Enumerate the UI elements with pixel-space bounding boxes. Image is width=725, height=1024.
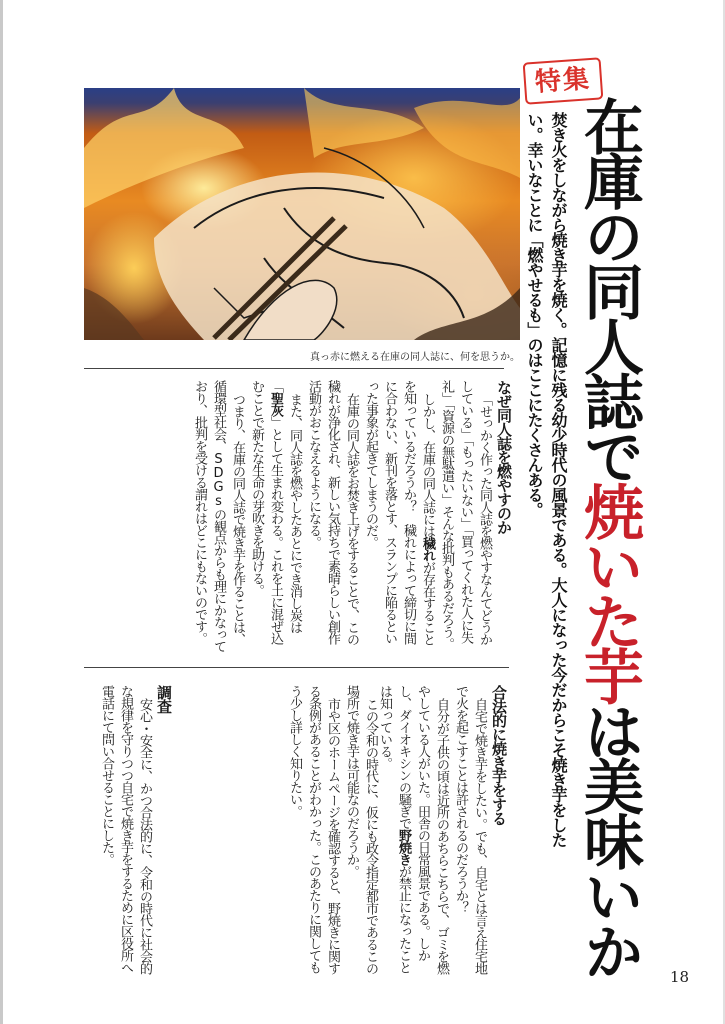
paragraph: また、同人誌を燃やしたあとにでき消し炭は「聖灰」として生まれ変わる。これを土に混ぜ込むことで新たな生命の芽吹きを助ける。 — [249, 380, 302, 644]
emphasis: 穢れ — [420, 537, 435, 561]
section-research — [53, 685, 173, 977]
page-number: 18 — [670, 968, 690, 986]
lead-line-2: 大人になった今だからこそ焼き芋をしたい。幸いなことに「燃やせるも」のはここにたくさんある。 — [525, 112, 568, 847]
emphasis: 野焼き — [396, 829, 411, 865]
emphasis: 聖灰 — [268, 392, 283, 416]
section-why-burn — [83, 380, 513, 653]
paragraph: 在庫の同人誌をお焚き上げをすることで、この穢れが浄化され、新しい気持ちで素晴らしい創作活動がおこなえるようになる。 — [306, 380, 359, 645]
lead-line-1: 焚き火をしながら焼き芋を焼く。記憶に残る幼少時代の風景である。 — [549, 112, 568, 577]
section-legal-imo-part1 — [377, 685, 508, 977]
paragraph: 自分が子供の頃は近所のあちらこちらで、ゴミを燃やしている人がいた。田舎の日常風景である。しかし、ダイオキシンの騒ぎで野焼きが禁止になったことは知っている。 — [377, 685, 449, 974]
divider-middle — [84, 667, 509, 668]
section-legal-imo-part2 — [190, 685, 380, 977]
feature-badge-label: 特集 — [534, 64, 592, 98]
paragraph: この令和の時代に、仮にも政令指定都市であるこの場所で焼き芋は可能なのだろうか。 — [344, 685, 378, 974]
photo-caption: 真っ赤に燃える在庫の同人誌に、何を思うか。 — [310, 352, 520, 363]
divider-top — [84, 368, 504, 369]
page-edge-left — [0, 0, 3, 1024]
article-lead — [518, 112, 570, 852]
section-heading-research: 調査 — [155, 685, 173, 713]
paragraph: つまり、在庫の同人誌で焼き芋を作ることは、循環型社会、SDGsの観点からも理にかなっており、批判を受ける謂れはどこにもないのです。 — [192, 380, 245, 652]
paragraph: 市や区のホームページを確認すると、野焼きに関する条例があることがわかった。このあたりに関してもう少し詳しく知りたい。 — [287, 685, 340, 974]
paragraph: 安心・安全に、かつ合法的に、令和の時代に社会的な規律を守りつつ自宅で焼き芋をするために区役所へ電話にて問い合せることにした。 — [99, 685, 152, 974]
paragraph: しかし、在庫の同人誌には穢れが存在することを知っているだろうか？ 穢れによって締切に間に合わない、新刊を落とす、スランプに陥るといった事象が起きてしまうのだ。 — [363, 380, 435, 645]
title-highlight: 焼いた芋 — [574, 481, 644, 701]
photo-illustration — [84, 88, 520, 340]
hero-photo — [84, 88, 520, 340]
article-title — [574, 96, 644, 976]
title-part-2: は美味いか — [574, 701, 644, 976]
section-heading-why-burn: なぜ同人誌を燃やすのか — [495, 380, 513, 534]
paragraph: 「せっかく作った同人誌を燃やすなんてどうかしている」「もったいない」「買ってくれた人に失礼」「資源の無駄遣い」そんな批判もあるだろう。 — [439, 380, 492, 650]
title-part-1: 在庫の同人誌で — [574, 96, 644, 481]
paragraph: 自宅で焼き芋をしたい。でも、自宅とは言え住宅地で火を起こすことは許されるのだろうか？ — [453, 685, 487, 974]
section-heading-legal: 合法的に焼き芋をする — [490, 685, 508, 825]
